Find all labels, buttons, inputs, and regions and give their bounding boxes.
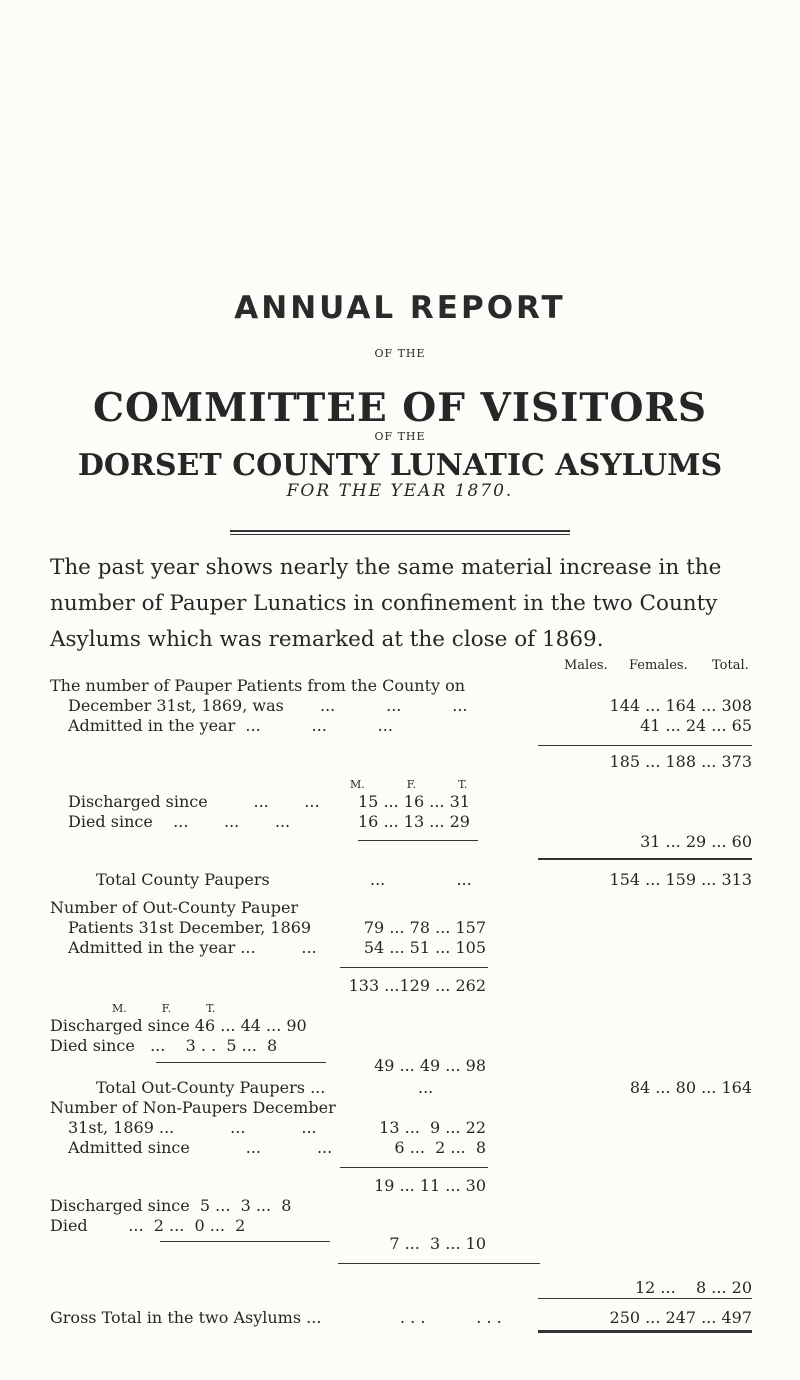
gross-total-dots: . . . . . . (400, 1308, 502, 1327)
out-county-admitted-values: 54 ... 51 ... 105 (363, 938, 486, 957)
intro-paragraph: The past year shows nearly the same material increase in the number of Pauper Lunatics in confinement in the two County Asylums which was remarked at the close of 1869. (50, 555, 722, 652)
out-county-subtotal: 133 ...129 ... 262 (348, 976, 486, 995)
non-paupers-died: Died ... 2 ... 0 ... 2 (50, 1216, 246, 1235)
title-rule-thick (230, 530, 570, 532)
out-county-died: Died since ... 3 . . 5 ... 8 (50, 1036, 278, 1055)
committee-title: COMMITTEE OF VISITORS (93, 385, 707, 431)
county-dec-values: 144 ... 164 ... 308 (609, 696, 752, 715)
county-rule-3 (538, 858, 752, 860)
gross-rule-bottom (538, 1330, 752, 1333)
county-line2: December 31st, 1869, was (68, 696, 284, 715)
out-county-discharged: Discharged since 46 ... 44 ... 90 (50, 1016, 307, 1035)
non-paupers-rule-3 (338, 1263, 540, 1264)
county-admitted-values: 41 ... 24 ... 65 (640, 716, 752, 735)
out-county-rule-1 (340, 967, 488, 968)
county-rule-2 (358, 840, 478, 841)
gross-total-values: 250 ... 247 ... 497 (609, 1308, 752, 1327)
header-females: Females. (629, 658, 688, 673)
non-paupers-rule-1 (340, 1167, 488, 1168)
non-paupers-admitted: Admitted since ... ... (68, 1138, 333, 1157)
non-paupers-line1: Number of Non-Paupers December (50, 1098, 336, 1117)
non-paupers-total-values: 12 ... 8 ... 20 (634, 1278, 752, 1297)
non-paupers-admitted-values: 6 ... 2 ... 8 (394, 1138, 486, 1157)
out-county-removed-values: 49 ... 49 ... 98 (374, 1056, 486, 1075)
header-males: Males. (564, 658, 608, 673)
county-admitted: Admitted in the year ... ... ... (68, 716, 393, 735)
county-total-dots: ... ... (370, 870, 472, 889)
county-removed-values: 31 ... 29 ... 60 (640, 832, 752, 851)
out-county-line2: Patients 31st December, 1869 (68, 918, 312, 937)
out-county-rule-2 (156, 1062, 326, 1063)
county-rule-1 (538, 745, 752, 746)
non-paupers-discharged: Discharged since 5 ... 3 ... 8 (50, 1196, 292, 1215)
non-paupers-line2: 31st, 1869 ... ... ... (68, 1118, 317, 1137)
out-county-total-values: 84 ... 80 ... 164 (629, 1078, 752, 1097)
county-line2-dots: ... ... ... (320, 696, 468, 715)
of-the-label: OF THE (374, 347, 426, 360)
county-died-values: 16 ... 13 ... 29 (358, 812, 470, 831)
header-total: Total. (712, 658, 749, 673)
gross-total-label: Gross Total in the two Asylums ... (50, 1308, 322, 1327)
non-paupers-rule-2 (160, 1241, 330, 1242)
gross-rule-top (538, 1298, 752, 1299)
county-line1: The number of Pauper Patients from the County on (50, 676, 466, 695)
title-rule-thin (230, 534, 570, 535)
out-county-line2-values: 79 ... 78 ... 157 (363, 918, 486, 937)
non-paupers-line2-values: 13 ... 9 ... 22 (379, 1118, 486, 1137)
non-paupers-removed-values: 7 ... 3 ... 10 (389, 1234, 486, 1253)
county-died: Died since ... ... ... (68, 812, 291, 831)
county-total-values: 154 ... 159 ... 313 (609, 870, 752, 889)
county-total-label: Total County Paupers (96, 870, 270, 889)
county-discharged-values: 15 ... 16 ... 31 (358, 792, 470, 811)
county-mft-header: M. F. T. (350, 778, 468, 791)
out-county-admitted: Admitted in the year ... ... (68, 938, 317, 957)
report-title: ANNUAL REPORT (234, 290, 566, 326)
out-county-mft-header: M. F. T. (112, 1002, 216, 1015)
asylums-title: DORSET COUNTY LUNATIC ASYLUMS (77, 448, 723, 483)
out-county-total-label: Total Out-County Paupers ... (96, 1078, 326, 1097)
county-subtotal: 185 ... 188 ... 373 (609, 752, 752, 771)
of-the-label-2: OF THE (374, 430, 426, 443)
year-line: FOR THE YEAR 1870. (286, 481, 514, 501)
county-discharged: Discharged since ... ... (68, 792, 320, 811)
out-county-line1: Number of Out-County Pauper (50, 898, 299, 917)
non-paupers-subtotal: 19 ... 11 ... 30 (374, 1176, 486, 1195)
out-county-total-dots: ... (418, 1078, 434, 1097)
